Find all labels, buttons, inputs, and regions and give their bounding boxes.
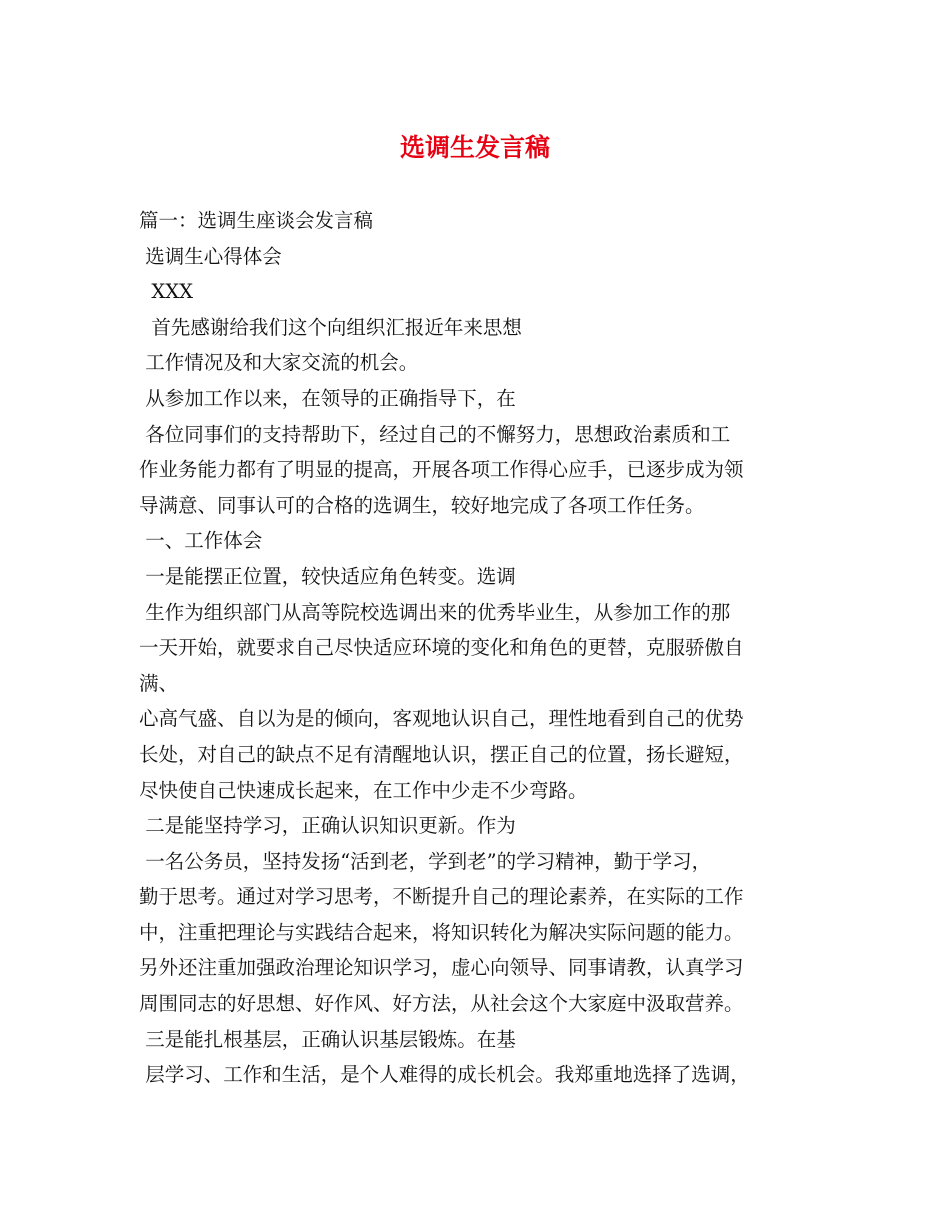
text-line: 二是能坚持学习，正确认识知识更新。作为 (139, 814, 516, 838)
document-title: 选调生发言稿 (399, 133, 550, 162)
text-line: XXX (139, 280, 194, 304)
text-line: 心高气盛、自以为是的倾向，客观地认识自己，理性地看到自己的优势 (139, 707, 744, 731)
document-body (139, 203, 839, 1093)
text-line: 一名公务员，坚持发扬“活到老，学到老”的学习精神，勤于学习， (139, 849, 712, 873)
text-line: 一是能摆正位置，较快适应角色转变。选调 (139, 564, 516, 588)
text-line: 周围同志的好思想、好作风、好方法，从社会这个大家庭中汲取营养。 (139, 992, 744, 1016)
text-line: 选调生心得体会 (139, 244, 282, 268)
text-line: 三是能扎根基层，正确认识基层锻炼。在基 (139, 1027, 516, 1051)
text-line: 另外还注重加强政治理论知识学习，虚心向领导、同事请教，认真学习 (139, 956, 744, 980)
text-line: 满、 (139, 671, 179, 695)
text-line: 作业务能力都有了明显的提高，开展各项工作得心应手，已逐步成为领 (139, 458, 744, 482)
text-line: 篇一：选调生座谈会发言稿 (139, 209, 374, 232)
text-line: 工作情况及和大家交流的机会。 (139, 351, 419, 375)
section-heading: 一、工作体会 (139, 529, 263, 553)
text-line: 尽快使自己快速成长起来，在工作中少走不少弯路。 (139, 778, 588, 802)
text-line: 生作为组织部门从高等院校选调出来的优秀毕业生，从参加工作的那 (139, 600, 731, 624)
text-line: 长处，对自己的缺点不足有清醒地认识，摆正自己的位置，扬长避短， (139, 742, 744, 766)
text-line: 层学习、工作和生活，是个人难得的成长机会。我郑重地选择了选调， (139, 1063, 750, 1087)
text-line: 勤于思考。通过对学习思考，不断提升自己的理论素养，在实际的工作 (139, 885, 744, 909)
text-line: 导满意、同事认可的合格的选调生，较好地完成了各项工作任务。 (139, 493, 705, 517)
text-line: 中，注重把理论与实践结合起来，将知识转化为解决实际问题的能力。 (139, 920, 744, 944)
text-line: 一天开始，就要求自己尽快适应环境的变化和角色的更替，克服骄傲自 (139, 636, 744, 660)
text-line: 从参加工作以来，在领导的正确指导下，在 (139, 386, 516, 410)
text-line: 各位同事们的支持帮助下，经过自己的不懈努力，思想政治素质和工 (139, 422, 731, 446)
text-line: 首先感谢给我们这个向组织汇报近年来思想 (139, 315, 522, 339)
